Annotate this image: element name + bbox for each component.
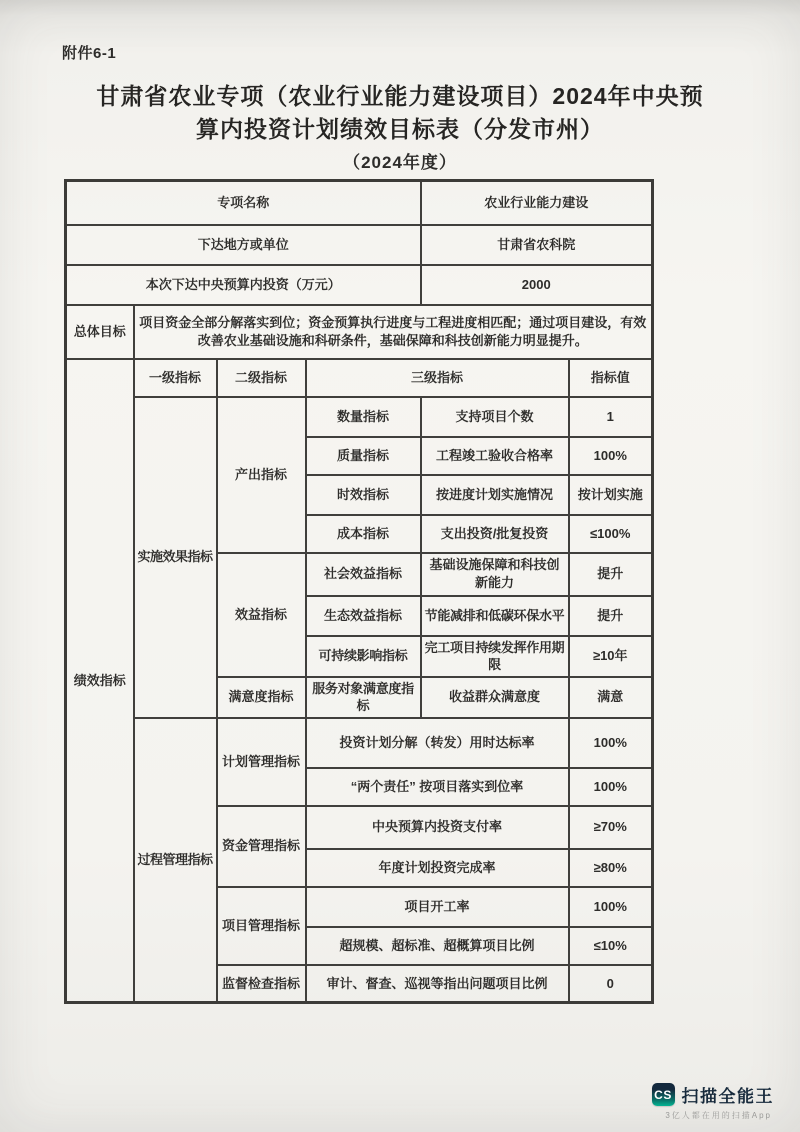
indicator-value-cell: 按计划实施 xyxy=(569,475,653,515)
indicator-value-cell: ≥70% xyxy=(569,806,653,849)
indicator-value-cell: 提升 xyxy=(569,553,653,596)
camscanner-tagline: 3亿人都在用的扫描App xyxy=(665,1111,772,1120)
indicator-value-cell: ≤100% xyxy=(569,515,653,553)
level2-satisfaction-cell: 满意度指标 xyxy=(217,677,306,718)
indicator-category-cell: 成本指标 xyxy=(306,515,421,553)
indicator-category-cell: 时效指标 xyxy=(306,475,421,515)
level1-process-cell: 过程管理指标 xyxy=(134,718,217,1003)
issued-unit-label: 下达地方或单位 xyxy=(66,225,421,265)
indicator-name-cell: 基础设施保障和科技创新能力 xyxy=(421,553,569,596)
indicator-name-cell: 收益群众满意度 xyxy=(421,677,569,718)
document-title-line1: 甘肃省农业专项（农业行业能力建设项目）2024年中央预 xyxy=(96,83,704,109)
level2-output-cell: 产出指标 xyxy=(217,397,306,553)
overall-goal-label: 总体目标 xyxy=(66,305,134,359)
indicator-value-cell: ≤10% xyxy=(569,927,653,965)
overall-goal-text: 项目资金全部分解落实到位；资金预算执行进度与工程进度相匹配；通过项目建设，有效改善农业基础设施和科研条件，基础保障和科技创新能力明显提升。 xyxy=(134,305,653,359)
level2-benefit-cell: 效益指标 xyxy=(217,553,306,677)
indicator-category-cell: 服务对象满意度指标 xyxy=(306,677,421,718)
indicator-name-cell: 项目开工率 xyxy=(306,887,569,927)
camscanner-logo-text: CS xyxy=(654,1087,672,1102)
indicator-value-cell: ≥80% xyxy=(569,849,653,887)
indicator-name-cell: 按进度计划实施情况 xyxy=(421,475,569,515)
level2-project-cell: 项目管理指标 xyxy=(217,887,306,965)
indicator-category-cell: 数量指标 xyxy=(306,397,421,437)
camscanner-watermark xyxy=(652,1082,775,1121)
indicator-category-cell: 可持续影响指标 xyxy=(306,636,421,677)
header-level3: 三级指标 xyxy=(306,359,569,397)
table-row xyxy=(66,397,653,437)
table-header-row xyxy=(66,359,653,397)
indicator-name-cell: 完工项目持续发挥作用期限 xyxy=(421,636,569,677)
header-value: 指标值 xyxy=(569,359,653,397)
level2-supervision-cell: 监督检查指标 xyxy=(217,965,306,1003)
indicator-name-cell: 审计、督查、巡视等指出问题项目比例 xyxy=(306,965,569,1003)
indicator-name-cell: 工程竣工验收合格率 xyxy=(421,437,569,475)
indicator-value-cell: 100% xyxy=(569,718,653,768)
level1-effect-cell: 实施效果指标 xyxy=(134,397,217,718)
indicator-category-cell: 生态效益指标 xyxy=(306,596,421,636)
indicator-value-cell: 100% xyxy=(569,437,653,475)
indicator-value-cell: 1 xyxy=(569,397,653,437)
indicator-name-cell: 支出投资/批复投资 xyxy=(421,515,569,553)
indicator-value-cell: 0 xyxy=(569,965,653,1003)
indicator-name-cell: 投资计划分解（转发）用时达标率 xyxy=(306,718,569,768)
investment-amount-label: 本次下达中央预算内投资（万元） xyxy=(66,265,421,305)
indicator-name-cell: 中央预算内投资支付率 xyxy=(306,806,569,849)
indicator-name-cell: 年度计划投资完成率 xyxy=(306,849,569,887)
table-row xyxy=(66,305,653,359)
indicator-name-cell: 节能减排和低碳环保水平 xyxy=(421,596,569,636)
indicator-value-cell: 100% xyxy=(569,887,653,927)
camscanner-brand: 扫描全能王 xyxy=(681,1087,774,1106)
header-level1: 一级指标 xyxy=(134,359,217,397)
specialty-name-value: 农业行业能力建设 xyxy=(421,181,653,225)
indicator-name-cell: “两个责任” 按项目落实到位率 xyxy=(306,768,569,806)
level2-fund-cell: 资金管理指标 xyxy=(217,806,306,887)
indicator-value-cell: 满意 xyxy=(569,677,653,718)
indicator-value-cell: 100% xyxy=(569,768,653,806)
camscanner-logo-icon xyxy=(652,1083,675,1106)
level2-plan-cell: 计划管理指标 xyxy=(217,718,306,806)
specialty-name-label: 专项名称 xyxy=(66,181,421,225)
header-level2: 二级指标 xyxy=(217,359,306,397)
document-title-line2: 算内投资计划绩效目标表（分发市州） xyxy=(196,115,604,142)
table-row xyxy=(66,718,653,768)
table-row xyxy=(66,225,653,265)
attachment-label: 附件6-1 xyxy=(62,45,117,62)
performance-target-table xyxy=(64,179,654,1004)
issued-unit-value: 甘肃省农科院 xyxy=(421,225,653,265)
investment-amount-value: 2000 xyxy=(421,265,653,305)
table-row xyxy=(66,265,653,305)
indicator-name-cell: 支持项目个数 xyxy=(421,397,569,437)
indicator-category-cell: 质量指标 xyxy=(306,437,421,475)
indicator-category-cell: 社会效益指标 xyxy=(306,553,421,596)
indicator-value-cell: 提升 xyxy=(569,596,653,636)
indicator-value-cell: ≥10年 xyxy=(569,636,653,677)
performance-section-label: 绩效指标 xyxy=(66,359,134,1003)
table-row xyxy=(66,181,653,225)
document-subtitle: （2024年度） xyxy=(343,153,457,172)
document-title xyxy=(0,80,800,145)
indicator-name-cell: 超规模、超标准、超概算项目比例 xyxy=(306,927,569,965)
